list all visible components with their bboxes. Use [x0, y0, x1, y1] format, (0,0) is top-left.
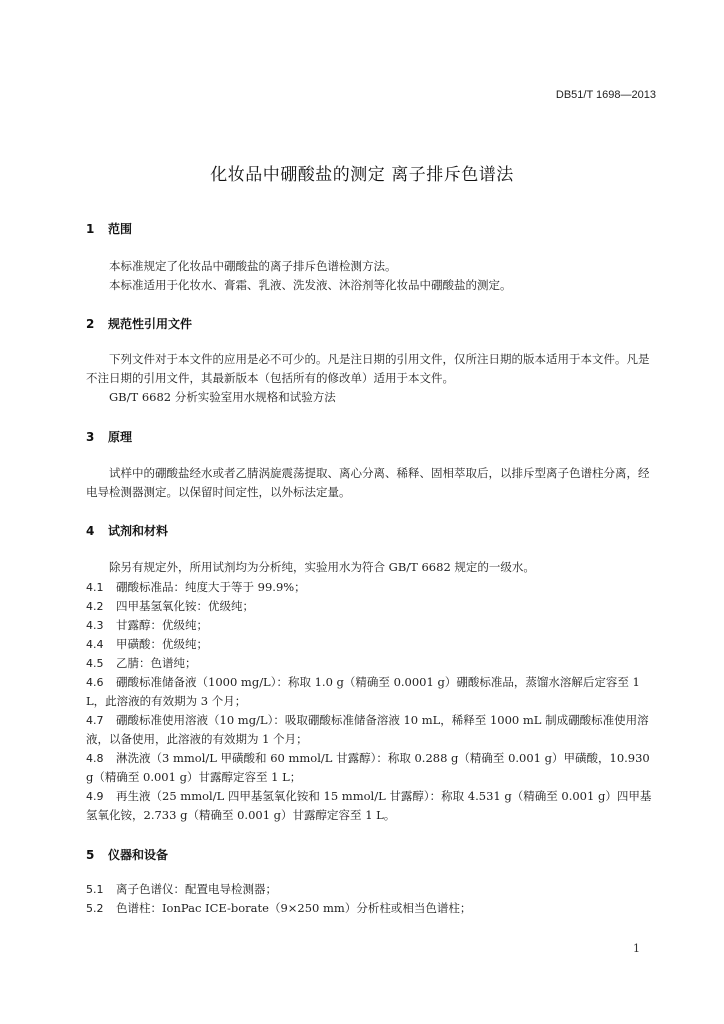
section-heading-scope: 1 范围: [86, 222, 133, 236]
section-heading-instruments: 5 仪器和设备: [86, 848, 169, 862]
paragraph: 除另有规定外，所用试剂均为分析纯，实验用水为符合 GB/T 6682 规定的一级水。: [109, 560, 535, 574]
paragraph: 试样中的硼酸盐经水或者乙腈涡旋震荡提取、离心分离、稀释、固相萃取后，以排斥型离子色谱柱分离，经电导检测器测定。以保留时间定性，以外标法定量。: [86, 466, 650, 499]
list-item: 4.6 硼酸标准储备液（1000 mg/L）：称取 1.0 g（精确至 0.0001 g）硼酸标准品，蒸馏水溶解后定容至 1 L，此溶液的有效期为 3 个月；: [86, 675, 640, 708]
reference-item: GB/T 6682 分析实验室用水规格和试验方法: [109, 390, 336, 404]
list-item: 4.4 甲磺酸：优级纯；: [86, 637, 208, 651]
list-item: 4.8 淋洗液（3 mmol/L 甲磺酸和 60 mmol/L 甘露醇）：称取 0.288 g（精确至 0.001 g）甲磺酸，10.930 g（精确至 0.001 g）甘露醇定容至 1 L；: [86, 751, 650, 784]
list-item: 4.5 乙腈：色谱纯；: [86, 656, 197, 670]
list-item: 4.9 再生液（25 mmol/L 四甲基氢氧化铵和 15 mmol/L 甘露醇）：称取 4.531 g（精确至 0.001 g）四甲基氢氧化铵，2.733 g（精确至 0.001 g）甘露醇定容至 1 L。: [86, 789, 652, 822]
paragraph: 本标准规定了化妆品中硼酸盐的离子排斥色谱检测方法。: [109, 259, 397, 273]
page-number: 1: [633, 942, 640, 955]
section-heading-reagents: 4 试剂和材料: [86, 524, 169, 538]
list-item: 5.1 离子色谱仪：配置电导检测器；: [86, 882, 277, 896]
paragraph: 下列文件对于本文件的应用是必不可少的。凡是注日期的引用文件，仅所注日期的版本适用于本文件。凡是不注日期的引用文件，其最新版本（包括所有的修改单）适用于本文件。: [86, 352, 650, 385]
section-heading-principle: 3 原理: [86, 430, 133, 444]
list-item: 4.3 甘露醇：优级纯；: [86, 618, 208, 632]
list-item: 4.1 硼酸标准品：纯度大于等于 99.9%；: [86, 580, 306, 594]
section-heading-normative-references: 2 规范性引用文件: [86, 317, 193, 331]
paragraph: 本标准适用于化妆水、膏霜、乳液、洗发液、沐浴剂等化妆品中硼酸盐的测定。: [109, 278, 512, 292]
document-title: 化妆品中硼酸盐的测定 离子排斥色谱法: [210, 165, 514, 185]
standard-code: DB51/T 1698—2013: [555, 89, 656, 101]
list-item: 4.2 四甲基氢氧化铵：优级纯；: [86, 599, 254, 613]
list-item: 4.7 硼酸标准使用溶液（10 mg/L）：吸取硼酸标准储备溶液 10 mL，稀释至 1000 mL 制成硼酸标准使用溶液，以备使用，此溶液的有效期为 1 个月；: [86, 713, 649, 746]
list-item: 5.2 色谱柱：IonPac ICE-borate（9×250 mm）分析柱或相当色谱柱；: [86, 901, 472, 915]
